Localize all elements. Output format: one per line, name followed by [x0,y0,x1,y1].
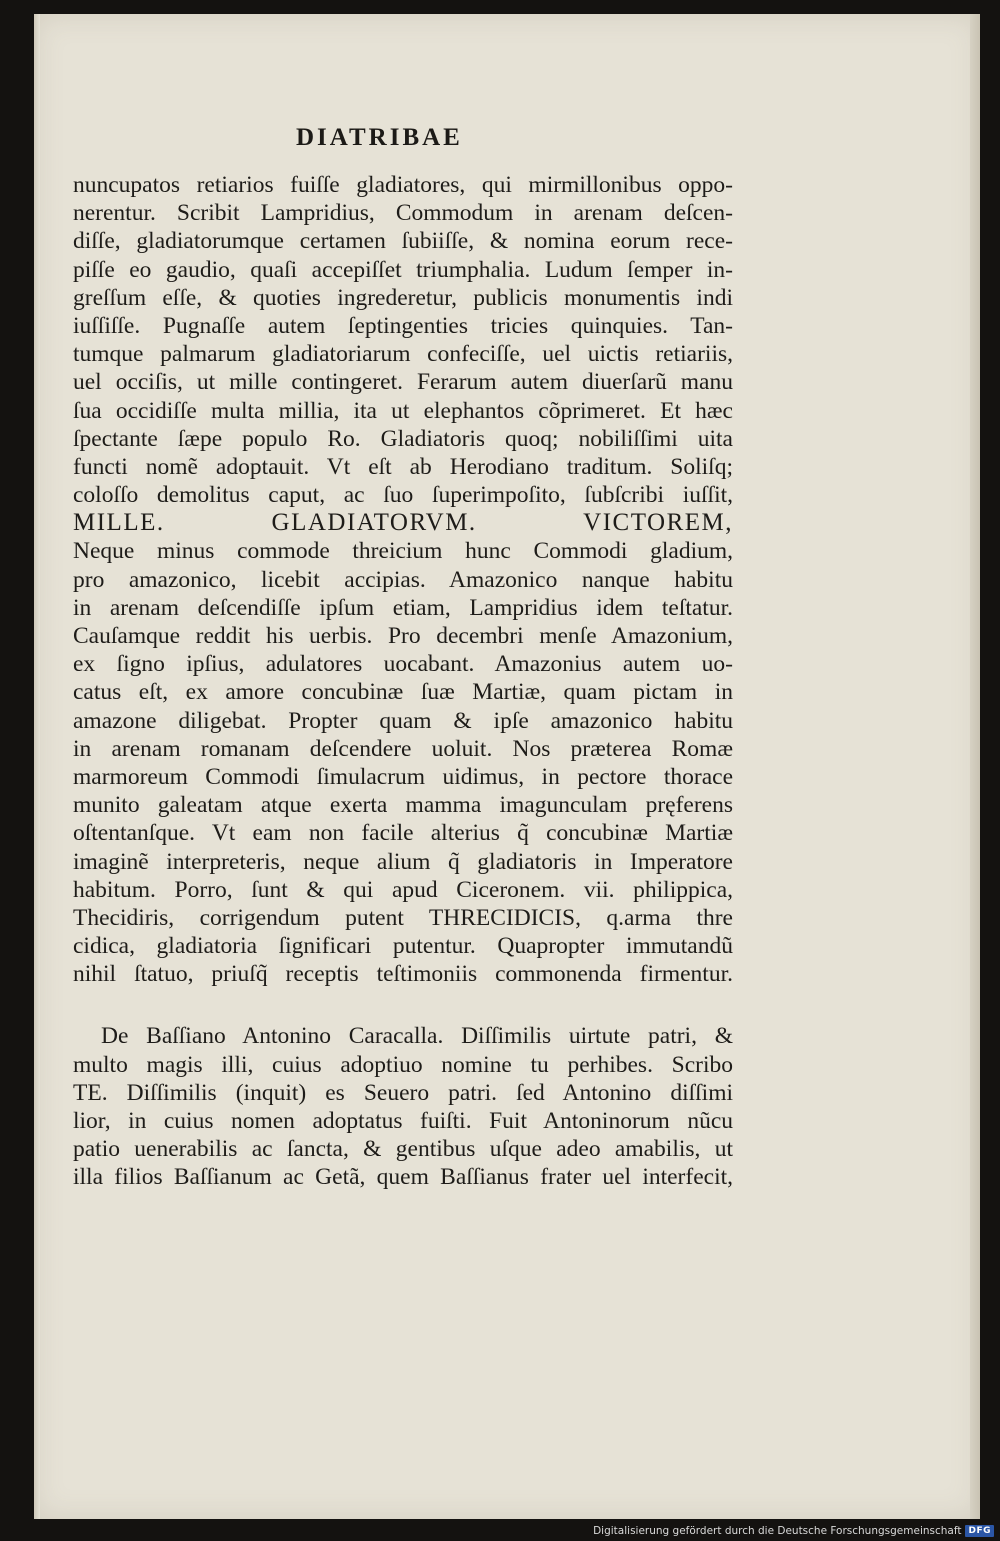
text-line: patio uenerabilis ac ſancta, & gentibus uſque adeo amabilis, ut [73,1136,733,1163]
running-head: DIATRIBAE [296,124,463,151]
paragraph-2 [73,1022,733,1191]
text-line: oſtentanſque. Vt eam non facile alterius q̃ concubinæ Martiæ [73,820,733,847]
text-line: munito galeatam atque exerta mamma imagunculam pręferens [73,792,733,819]
page-edge-left [34,14,40,1519]
text-line: pro amazonico, licebit accipias. Amazonico nanque habitu [73,566,733,593]
text-line: greſſum eſſe, & quoties ingrederetur, publicis monumentis indi [73,284,733,311]
text-line: amazone diligebat. Propter quam & ipſe amazonico habitu [73,707,733,734]
text-line: tumque palmarum gladiatoriarum confeciſſe, uel uictis retiariis, [73,341,733,368]
text-line: nerentur. Scribit Lampridius, Commodum in arenam deſcen- [73,200,733,227]
text-line: multo magis illi, cuius adoptiuo nomine tu perhibes. Scribo [73,1051,733,1078]
text-line: nuncupatos retiarios fuiſſe gladiatores, qui mirmillonibus oppo- [73,172,733,198]
text-line: habitum. Porro, ſunt & qui apud Ciceronem. vii. philippica, [73,876,733,903]
text-line: ſpectante ſæpe populo Ro. Gladiatoris quoq; nobiliſſimi uita [73,425,733,452]
paragraph-gap [73,988,733,1022]
body-text [73,171,733,1192]
text-line: De Baſſiano Antonino Caracalla. Diſſimilis uirtute patri, & [101,1023,733,1050]
text-line: Thecidiris, corrigendum putent THRECIDICIS, q.arma thre [73,904,733,931]
text-line: marmoreum Commodi ſimulacrum uidimus, in pectore thorace [73,763,733,790]
text-line: functi nomẽ adoptauit. Vt eſt ab Herodiano traditum. Soliſq; [73,453,733,480]
text-line: TE. Diſſimilis (inquit) es Seuero patri. ſed Antonino diſſimi [73,1079,733,1106]
text-line: iuſſiſſe. Pugnaſſe autem ſeptingenties tricies quinquies. Tan- [73,312,733,339]
text-line: piſſe eo gaudio, quaſi accepiſſet triumphalia. Ludum ſemper in- [73,256,733,283]
text-line: ſua occidiſſe multa millia, ita ut elephantos cõprimeret. Et hæc [73,397,733,424]
text-line: nihil ſtatuo, priuſq̃ receptis teſtimoniis commonenda firmentur. [73,961,733,988]
text-line: coloſſo demolitus caput, ac ſuo ſuperimpoſito, ſubſcribi iuſſit, [73,482,733,509]
credit-text: Digitalisierung gefördert durch die Deutsche Forschungsgemeinschaft [593,1525,962,1537]
dfg-logo-icon: DFG [965,1525,994,1537]
text-line: diſſe, gladiatorumque certamen ſubiiſſe, & nomina eorum rece- [73,228,733,255]
paragraph-1 [73,171,733,988]
text-line: Neque minus commode threicium hunc Commodi gladium, [73,538,733,565]
text-line: in arenam deſcendiſſe ipſum etiam, Lampridius idem teſtatur. [73,594,733,621]
text-line: illa filios Baſſianum ac Getã, quem Baſſianus frater uel interfecit, [73,1164,733,1191]
text-line: ex ſigno ipſius, adulatores uocabant. Amazonius autem uo- [73,651,733,678]
text-line: in arenam romanam deſcendere uoluit. Nos præterea Romæ [73,735,733,762]
digitization-credit [593,1525,994,1537]
text-line: uel occiſis, ut mille contingeret. Ferarum autem diuerſarũ manu [73,369,733,396]
text-line: catus eſt, ex amore concubinæ ſuæ Martiæ, quam pictam in [73,679,733,706]
inscription-line: MILLE. GLADIATORVM. VICTOREM, [73,509,733,537]
text-line: imaginẽ interpreteris, neque alium q̃ gladiatoris in Imperatore [73,848,733,875]
text-line: lior, in cuius nomen adoptatus fuiſti. Fuit Antoninorum nũcu [73,1108,733,1134]
text-line: cidica, gladiatoria ſignificari putentur. Quapropter immutandũ [73,933,733,960]
page-edge-right [970,14,980,1519]
text-line: Cauſamque reddit his uerbis. Pro decembri menſe Amazonium, [73,623,733,649]
